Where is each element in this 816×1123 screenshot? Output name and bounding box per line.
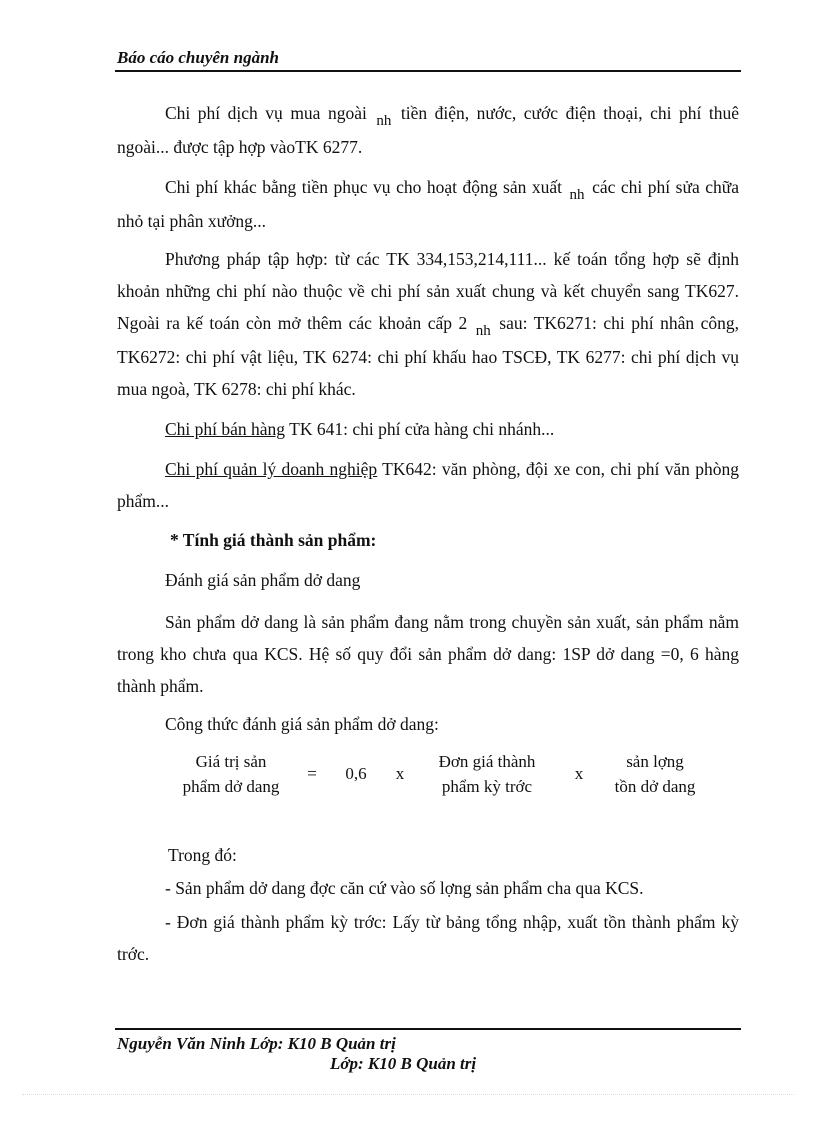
formula-unit-cost-line2: phẩm kỳ trớc xyxy=(441,777,533,796)
formula-multiply-2: x xyxy=(574,764,584,783)
formula-caption: Công thức đánh giá sản phẩm dở dang: xyxy=(165,714,439,734)
formula-lhs-line1: Giá trị sản xyxy=(195,752,267,771)
underlined-label: Chi phí quản lý doanh nghiệp xyxy=(165,459,378,479)
formula-equals: = xyxy=(307,764,317,783)
notes-heading: Trong đó: xyxy=(168,845,237,865)
paragraph-other-costs xyxy=(117,171,739,237)
paragraph-method xyxy=(117,243,739,405)
formula-multiply-1: x xyxy=(395,764,405,783)
subscript-nh: nh xyxy=(475,323,491,339)
formula-lhs-line2: phẩm dở dang xyxy=(182,777,280,796)
paragraph-text: Phương pháp tập hợp: từ các TK 334,153,214,111... kế toán tổng hợp sẽ định khoản những chi phí nào thuộc về chi phí sản xuất chung và kết chuyển sang TK627. Ngoài ra kế toán còn mở thêm các khoản cấp 2 xyxy=(117,249,739,333)
paragraph-services xyxy=(117,97,739,163)
footer-divider xyxy=(115,1028,741,1030)
underlined-label: Chi phí bán hàng xyxy=(165,419,286,439)
formula-coefficient: 0,6 xyxy=(345,764,367,783)
paragraph-text: Chi phí khác bằng tiền phục vụ cho hoạt động sản xuất xyxy=(165,177,563,197)
formula-lhs xyxy=(170,749,292,799)
paragraph-text: Chi phí dịch vụ mua ngoài xyxy=(165,103,367,123)
paragraph-text: Sản phẩm dở dang là sản phẩm đang nằm trong chuyền sản xuất, sản phẩm nằm trong kho chưa qua KCS. Hệ số quy đổi sản phẩm dở dang: 1SP dở dang =0, 6 hàng thành phẩm. xyxy=(117,612,739,696)
formula-quantity xyxy=(600,749,710,799)
paragraph-text: TK 641: chi phí cửa hàng chi nhánh... xyxy=(289,419,555,439)
paragraph-text: sau: TK6271: chi phí nhân công, TK6272: chi phí vật liệu, TK 6274: chi phí khấu hao TSCĐ, TK 6277: chi phí dịch vụ mua ngoà, TK 6278: chi phí khác. xyxy=(117,313,740,399)
header-divider xyxy=(115,70,741,72)
page-header-title: Báo cáo chuyên ngành xyxy=(117,48,279,67)
page-edge-divider xyxy=(22,1094,794,1095)
note-item: - Sản phẩm dở dang đợc căn cứ vào số lợng sản phẩm cha qua KCS. xyxy=(165,878,644,898)
formula-quantity-line2: tồn dở dang xyxy=(614,777,696,796)
footer-author-class: Nguyễn Văn Ninh Lớp: K10 B Quản trị xyxy=(117,1034,396,1053)
formula-unit-cost xyxy=(428,749,546,799)
formula-quantity-line1: sản lợng xyxy=(626,752,684,771)
subscript-nh: nh xyxy=(569,187,585,203)
paragraph-wip-definition xyxy=(117,606,739,702)
subsection-heading: Đánh giá sản phẩm dở dang xyxy=(165,570,361,590)
paragraph-text: TK642: văn phòng, đội xe con, chi phí văn phòng phẩm... xyxy=(117,459,739,511)
paragraph-admin-costs xyxy=(117,453,739,517)
paragraph-text: tiền điện, nước, cước điện thoại, chi phí thuê ngoài... được tập hợp vàoTK 6277. xyxy=(117,103,739,157)
footer-class: Lớp: K10 B Quản trị xyxy=(330,1054,477,1073)
formula-unit-cost-line1: Đơn giá thành xyxy=(438,752,536,771)
paragraph-text: - Đơn giá thành phẩm kỳ trớc: Lấy từ bảng tổng nhập, xuất tồn thành phẩm kỳ trớc. xyxy=(117,912,739,964)
paragraph-text: các chi phí sửa chữa nhỏ tại phân xưởng... xyxy=(117,177,740,231)
section-heading: * Tính giá thành sản phẩm: xyxy=(170,530,377,550)
paragraph-selling-costs xyxy=(117,413,739,445)
note-item xyxy=(117,906,739,970)
subscript-nh: nh xyxy=(376,113,392,129)
